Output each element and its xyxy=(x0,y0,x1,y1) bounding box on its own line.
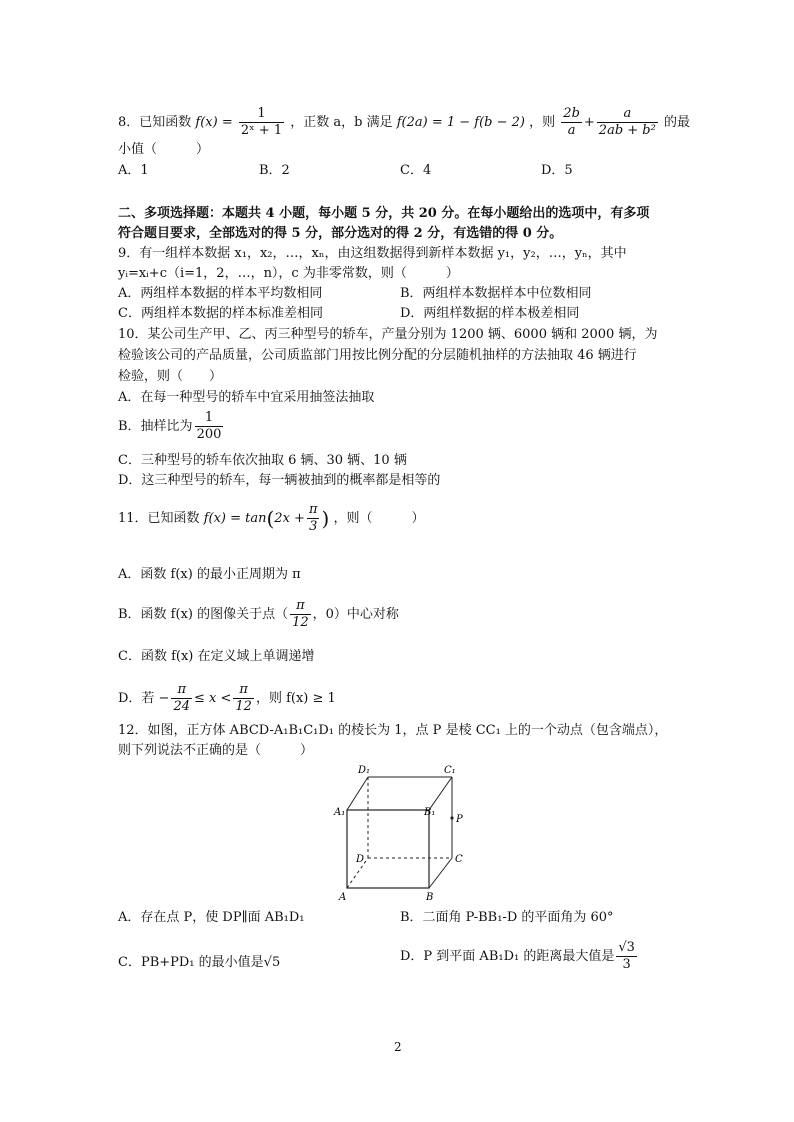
q8-option-d[interactable]: D．5 xyxy=(541,163,573,178)
q8-option-a[interactable]: A．1 xyxy=(118,163,149,178)
point-P xyxy=(450,816,453,819)
q11-option-b-lead: B．函数 f(x) 的图像关于点（ xyxy=(118,607,289,622)
q11-option-b[interactable] xyxy=(118,598,399,631)
q11-option-b-fraction xyxy=(290,598,311,631)
label-C: C xyxy=(455,854,463,865)
q12-stem-line2: 则下列说法不正确的是（ ） xyxy=(118,743,314,758)
q8-term2-num: a xyxy=(597,106,658,123)
q8-line2: 小值（ ） xyxy=(118,142,210,157)
q8-term2 xyxy=(597,106,658,139)
q11-fraction-num: π xyxy=(308,502,318,517)
q9-option-b[interactable]: B．两组样本数据样本中位数相同 xyxy=(400,286,592,301)
q10-option-a[interactable]: A．在每一种型号的轿车中宜采用抽签法抽取 xyxy=(118,390,375,405)
q8-term1 xyxy=(561,106,582,139)
edge-B-C xyxy=(429,858,452,888)
q8-fraction-den: 2ˣ + 1 xyxy=(240,123,283,138)
q12-option-d[interactable] xyxy=(400,940,639,973)
q8-lead: 8．已知函数 xyxy=(118,115,192,130)
q11-option-d-tail: ，则 f(x) ≥ 1 xyxy=(255,691,336,706)
q8-function: f(x) = xyxy=(195,115,233,130)
label-D: D xyxy=(356,854,365,865)
q9-option-d[interactable]: D．两组样数据的样本极差相同 xyxy=(400,306,580,321)
q9-option-a[interactable]: A．两组样本数据的样本平均数相同 xyxy=(118,286,323,301)
front-face xyxy=(347,810,429,888)
edge-B1-C1 xyxy=(429,777,452,810)
q12-option-b[interactable]: B．二面角 P-BB₁-D 的平面角为 60° xyxy=(400,910,614,925)
label-A1: A₁ xyxy=(334,807,346,818)
cube-figure xyxy=(330,762,470,904)
q10-option-d[interactable]: D．这三种型号的轿车，每一辆被抽到的概率都是相等的 xyxy=(118,473,441,488)
q12-option-d-lead: D．P 到平面 AB₁D₁ 的距离最大值是 xyxy=(400,949,615,964)
q11-function: f(x) = tan xyxy=(203,511,267,526)
q8-condition: f(2a) = 1 − f(b − 2) xyxy=(396,115,525,130)
q11-option-d-lead: D．若 − xyxy=(118,691,170,706)
q11-option-a[interactable]: A．函数 f(x) 的最小正周期为 π xyxy=(118,567,301,582)
q10-option-b-num: 1 xyxy=(195,410,224,427)
q12-stem-line1: 12．如图，正方体 ABCD-A₁B₁C₁D₁ 的棱长为 1，点 P 是棱 CC₁ 上的一个动点（包含端点）， xyxy=(118,723,668,738)
q11-stem: 11．已知函数 f(x) = tan(2x + $\frac{\pi}{3}$ ) ，则（ ） xyxy=(118,502,425,534)
section2-heading-line1: 二、多项选择题：本题共 4 小题，每小题 5 分，共 20 分。在每小题给出的选项中，有多项 xyxy=(118,206,650,221)
label-D1: D₁ xyxy=(358,765,371,776)
q8-mid: ，正数 a，b 满足 xyxy=(290,115,393,130)
q9-stem-line1: 9．有一组样本数据 x₁，x₂，…，xₙ，由这组数据得到新样本数据 y₁，y₂，…，yₙ，其中 xyxy=(118,246,627,261)
q11-option-d[interactable] xyxy=(118,682,336,715)
q10-stem-line2: 检验该公司的产品质量，公司质监部门用按比例分配的分层随机抽样的方法抽取 46 辆进行 xyxy=(118,348,637,363)
q8-term1-den: a xyxy=(567,123,576,138)
q12-option-d-fraction xyxy=(616,940,637,973)
q11-option-b-den: 12 xyxy=(292,615,309,630)
q8-then: ，则 xyxy=(529,115,556,130)
label-B: B xyxy=(426,892,434,903)
q11-option-d-frac1 xyxy=(171,682,192,715)
q11-option-d-den2: 12 xyxy=(235,699,252,714)
q12-option-c[interactable] xyxy=(118,954,280,972)
q10-option-b-fraction xyxy=(195,410,224,443)
label-B1: B₁ xyxy=(424,807,436,818)
q11-fraction-den: 3 xyxy=(309,519,318,534)
q10-stem-line1: 10．某公司生产甲、乙、丙三种型号的轿车，产量分别为 1200 辆、6000 辆和 2000 辆，为 xyxy=(118,327,658,342)
edge-A1-D1 xyxy=(347,777,368,810)
q11-option-c[interactable]: C．函数 f(x) 在定义域上单调递增 xyxy=(118,649,315,664)
q10-option-b-lead: B．抽样比为 xyxy=(118,419,193,434)
label-A: A xyxy=(339,892,347,903)
q10-option-b[interactable] xyxy=(118,410,225,443)
q12-option-d-den: 3 xyxy=(622,957,631,972)
q12-option-c-radical: √5 xyxy=(263,955,281,970)
q9-option-c[interactable]: C．两组样本数据的样本标准差相同 xyxy=(118,306,323,321)
q8-option-c[interactable]: C．4 xyxy=(400,163,432,178)
q11-option-d-frac2 xyxy=(233,682,254,715)
label-P: P xyxy=(456,814,463,825)
section2-heading-line2: 符合题目要求，全部选对的得 5 分，部分选对的得 2 分，有选错的得 0 分。 xyxy=(118,226,563,241)
q8-fraction xyxy=(239,106,284,139)
q8-term1-num: 2b xyxy=(563,106,580,121)
q11-option-b-tail: ，0）中心对称 xyxy=(312,607,399,622)
q8-fraction-num: 1 xyxy=(239,106,284,123)
q10-option-c[interactable]: C．三种型号的轿车依次抽取 6 辆、30 辆、10 辆 xyxy=(118,453,407,468)
q11-fraction xyxy=(307,502,320,535)
q11-option-d-num2: π xyxy=(233,682,254,699)
q11-inner: 2x + xyxy=(274,511,305,526)
q12-option-d-num: √3 xyxy=(618,940,635,955)
q11-option-d-mid: ≤ x < xyxy=(194,691,232,706)
q11-lead: 11．已知函数 xyxy=(118,511,200,526)
q8-term2-den: 2ab + b² xyxy=(598,123,656,138)
q10-option-b-den: 200 xyxy=(196,427,222,442)
q11-tail: ，则（ ） xyxy=(333,511,425,526)
page-number: 2 xyxy=(394,1040,402,1054)
q12-option-c-lead: C．PB+PD₁ 的最小值是 xyxy=(118,955,264,970)
q12-option-a[interactable]: A．存在点 P，使 DP∥面 AB₁D₁ xyxy=(118,910,305,925)
label-C1: C₁ xyxy=(444,765,456,776)
q9-stem-line2: yᵢ=xᵢ+c（i=1，2，…，n），c 为非零常数，则（ ） xyxy=(118,266,459,281)
q8-tail: 的最 xyxy=(663,115,690,130)
q8-stem: 8．已知函数 f(x) = $\frac{1}{\text{2ˣ + 1}}$ ，正数 a，b 满足 f(2a) = 1 − f(b − 2) ，则 $\frac{2b}{a}$ + $\frac{a}{\text{2ab + b²}}$ 的最 xyxy=(118,106,690,138)
q11-option-b-num: π xyxy=(290,598,311,615)
q10-stem-line3: 检验，则（ ） xyxy=(118,369,223,384)
q11-option-d-den1: 24 xyxy=(173,699,190,714)
q8-option-b[interactable]: B．2 xyxy=(259,163,290,178)
q11-option-d-num1: π xyxy=(171,682,192,699)
